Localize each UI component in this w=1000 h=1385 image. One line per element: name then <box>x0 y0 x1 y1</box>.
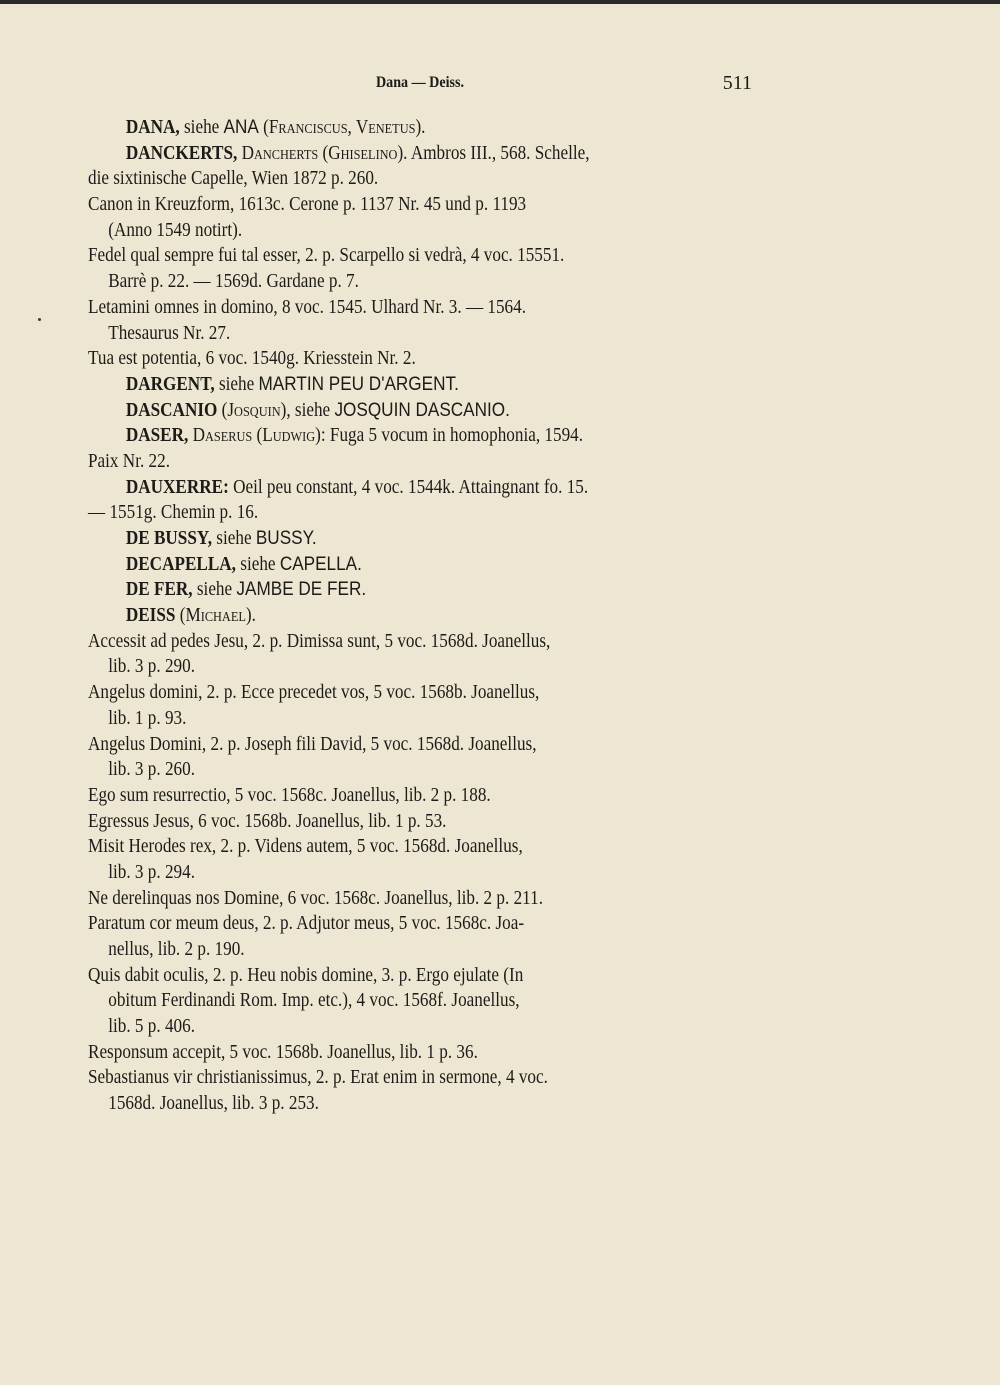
entry-heading: DASCANIO <box>125 399 218 421</box>
text-span: ): Fuga 5 vocum in homophonia, 1594. <box>315 425 584 447</box>
text-line <box>88 192 672 218</box>
text-span: siehe <box>192 579 237 601</box>
text-span: siehe <box>212 528 256 549</box>
text-span: Letamini omnes in domino, 8 voc. 1545. Ulhard Nr. 3. — 1564. <box>88 296 527 318</box>
text-line <box>88 834 672 860</box>
text-line <box>88 1091 672 1117</box>
text-line <box>88 243 672 269</box>
text-span: Michael <box>185 605 246 627</box>
cross-reference: BUSSY. <box>255 527 317 549</box>
text-span: lib. 3 p. 294. <box>108 861 196 883</box>
text-line <box>88 166 672 192</box>
text-span: Ego sum resurrectio, 5 voc. 1568c. Joanellus, lib. 2 p. 188. <box>88 784 491 806</box>
entry-heading: DANA, <box>125 117 180 138</box>
text-span: Misit Herodes rex, 2. p. Videns autem, 5 voc. 1568d. Joanellus, <box>88 836 523 858</box>
text-span: lib. 3 p. 290. <box>108 656 196 678</box>
page-number: 511 <box>722 72 752 94</box>
text-line <box>88 1065 672 1091</box>
text-line <box>88 218 672 244</box>
text-line <box>88 141 672 167</box>
entry-heading: DEISS <box>125 605 176 627</box>
text-line <box>88 706 672 732</box>
text-span: Ghiselino <box>328 142 398 164</box>
paper-speck <box>38 318 41 321</box>
text-line <box>88 423 672 449</box>
text-span: Angelus domini, 2. p. Ecce precedet vos, 5 voc. 1568b. Joanellus, <box>88 682 540 704</box>
text-span: lib. 5 p. 406. <box>108 1016 196 1038</box>
text-span: Sebastianus vir christianissimus, 2. p. Erat enim in sermone, 4 voc. <box>88 1067 548 1089</box>
text-line <box>88 115 672 141</box>
text-span: Fedel qual sempre fui tal esser, 2. p. Scarpello si vedrà, 4 voc. 15551. <box>88 245 565 267</box>
text-line <box>88 629 672 655</box>
text-line <box>88 449 672 475</box>
page-top-edge <box>0 0 1000 4</box>
text-span: Quis dabit oculis, 2. p. Heu nobis domine, 3. p. Ergo ejulate (In <box>88 964 524 986</box>
text-line <box>88 988 672 1014</box>
entry-heading: DANCKERTS, <box>125 142 238 164</box>
text-span: ( <box>318 142 329 164</box>
entry-heading: DECAPELLA, <box>125 553 236 575</box>
text-line <box>88 398 672 424</box>
page-header <box>88 74 752 98</box>
text-span: nellus, lib. 2 p. 190. <box>108 939 245 960</box>
text-line <box>88 295 672 321</box>
text-span: Egressus Jesus, 6 voc. 1568b. Joanellus, lib. 1 p. 53. <box>88 810 447 832</box>
text-span: siehe <box>214 373 259 395</box>
text-span: siehe <box>235 553 280 575</box>
text-span: ( <box>252 425 263 447</box>
text-span: Barrè p. 22. — 1569d. Gardane p. 7. <box>108 271 359 293</box>
entry-heading: DE BUSSY, <box>125 528 213 549</box>
text-line <box>88 372 672 398</box>
text-span: Paratum cor meum deus, 2. p. Adjutor meus, 5 voc. 1568c. Joa- <box>88 913 525 935</box>
text-span: ( <box>258 117 269 138</box>
text-span: Ne derelinquas nos Domine, 6 voc. 1568c. Joanellus, lib. 2 p. 211. <box>88 887 543 909</box>
text-span: Accessit ad pedes Jesu, 2. p. Dimissa sunt, 5 voc. 1568d. Joanellus, <box>88 630 551 652</box>
text-line <box>88 809 672 835</box>
running-title: Dana — Deiss. <box>375 74 464 91</box>
entry-heading: DASER, <box>125 425 189 447</box>
text-span: Josquin <box>227 399 281 421</box>
text-line <box>88 732 672 758</box>
cross-reference: JOSQUIN DASCANIO. <box>334 398 510 421</box>
text-span: Paix Nr. 22. <box>88 450 170 472</box>
text-span: ( <box>217 399 228 421</box>
cross-reference: JAMBE DE FER. <box>236 578 367 601</box>
text-span: ( <box>175 605 186 627</box>
text-span: siehe <box>179 117 224 138</box>
text-line <box>88 1040 672 1066</box>
text-span: Daserus <box>192 425 253 447</box>
text-line <box>88 500 672 526</box>
text-span: Responsum accepit, 5 voc. 1568b. Joanellus, lib. 1 p. 36. <box>88 1041 478 1063</box>
text-span: obitum Ferdinandi Rom. Imp. etc.), 4 voc. 1568f. Joanellus, <box>108 990 520 1012</box>
text-line <box>88 860 672 886</box>
text-line <box>88 577 672 603</box>
page-body <box>88 115 752 1117</box>
text-span: die sixtinische Capelle, Wien 1872 p. 260. <box>88 168 379 190</box>
text-span: ), siehe <box>280 399 335 421</box>
text-line <box>88 654 672 680</box>
cross-reference: MARTIN PEU D'ARGENT. <box>258 372 459 395</box>
text-line <box>88 963 672 989</box>
text-span: ). <box>415 117 426 138</box>
text-line <box>88 526 672 552</box>
text-span: Oeil peu constant, 4 voc. 1544k. Attaingnant fo. 15. <box>228 476 589 498</box>
text-line <box>88 552 672 578</box>
text-span: (Anno 1549 notirt). <box>108 219 243 241</box>
text-span: Thesaurus Nr. 27. <box>108 322 231 344</box>
text-span: ). Ambros III., 568. Schelle, <box>397 142 590 164</box>
text-line <box>88 346 672 372</box>
cross-reference: ANA <box>223 116 259 138</box>
entry-heading: DE FER, <box>125 579 193 601</box>
cross-reference: CAPELLA. <box>279 552 362 575</box>
text-span: Canon in Kreuzform, 1613c. Cerone p. 1137 Nr. 45 und p. 1193 <box>88 194 527 216</box>
text-line <box>88 475 672 501</box>
text-span: lib. 1 p. 93. <box>108 707 187 729</box>
text-span: — 1551g. Chemin p. 16. <box>88 502 259 524</box>
text-line <box>88 783 672 809</box>
text-line <box>88 269 672 295</box>
text-span: 1568d. Joanellus, lib. 3 p. 253. <box>108 1093 319 1115</box>
text-span: Franciscus, Venetus <box>268 117 416 138</box>
text-line <box>88 321 672 347</box>
text-span: lib. 3 p. 260. <box>108 759 196 781</box>
text-line <box>88 937 672 963</box>
text-span: Tua est potentia, 6 voc. 1540g. Kriesstein Nr. 2. <box>88 348 416 370</box>
text-span: Dancherts <box>241 142 319 164</box>
text-line <box>88 603 672 629</box>
entry-heading: DARGENT, <box>125 373 215 395</box>
text-line <box>88 680 672 706</box>
text-line <box>88 1014 672 1040</box>
entry-heading: DAUXERRE: <box>125 476 229 498</box>
text-span: ). <box>245 605 256 627</box>
text-line <box>88 911 672 937</box>
text-line <box>88 886 672 912</box>
text-span: Angelus Domini, 2. p. Joseph fili David, 5 voc. 1568d. Joanellus, <box>88 733 537 755</box>
text-line <box>88 757 672 783</box>
text-span: Ludwig <box>262 425 316 447</box>
